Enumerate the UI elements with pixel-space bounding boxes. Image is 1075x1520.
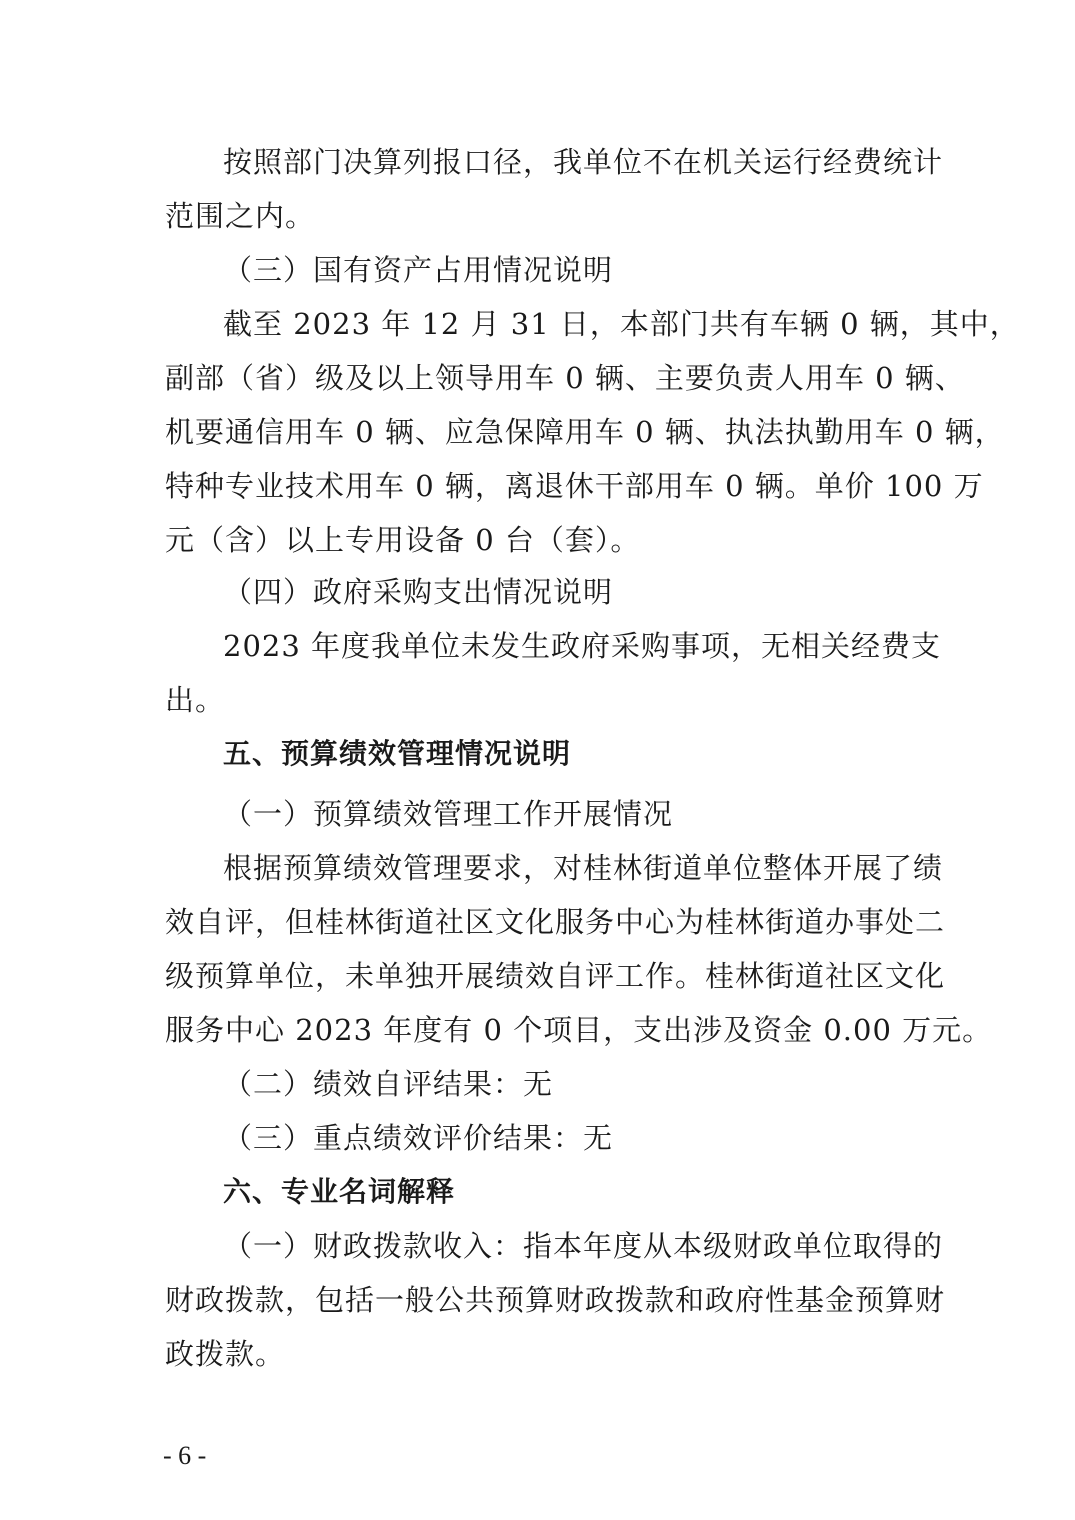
body-text-line: 效自评，但桂林街道社区文化服务中心为桂林街道办事处二 — [165, 905, 946, 939]
body-text-line: 根据预算绩效管理要求，对桂林街道单位整体开展了绩 — [223, 851, 944, 885]
section-heading: 五、预算绩效管理情况说明 — [223, 737, 572, 770]
body-text-line: 机要通信用车 0 辆、应急保障用车 0 辆、执法执勤用车 0 辆， — [165, 415, 1005, 449]
body-text-line: 政拨款。 — [165, 1337, 286, 1371]
subsection-heading: （二）绩效自评结果：无 — [223, 1067, 554, 1101]
body-text-line: 截至 2023 年 12 月 31 日，本部门共有车辆 0 辆，其中， — [223, 307, 1020, 341]
body-text-line: （一）财政拨款收入：指本年度从本级财政单位取得的 — [223, 1229, 944, 1263]
body-text-line: 元（含）以上专用设备 0 台（套）。 — [165, 523, 641, 557]
body-text-line: 财政拨款，包括一般公共预算财政拨款和政府性基金预算财 — [165, 1283, 946, 1317]
body-text-line: 2023 年度我单位未发生政府采购事项，无相关经费支 — [223, 629, 942, 663]
body-text-line: 范围之内。 — [165, 199, 316, 233]
subsection-heading: （一）预算绩效管理工作开展情况 — [223, 797, 674, 831]
subsection-heading: （三）重点绩效评价结果：无 — [223, 1121, 614, 1155]
page-number: - 6 - — [163, 1441, 207, 1470]
subsection-heading: （四）政府采购支出情况说明 — [223, 575, 614, 609]
body-text-line: 级预算单位，未单独开展绩效自评工作。桂林街道社区文化 — [165, 959, 946, 993]
section-heading: 六、专业名词解释 — [223, 1175, 456, 1208]
subsection-heading: （三）国有资产占用情况说明 — [223, 253, 614, 287]
body-text-line: 服务中心 2023 年度有 0 个项目，支出涉及资金 0.00 万元。 — [165, 1013, 993, 1047]
body-text-line: 副部（省）级及以上领导用车 0 辆、主要负责人用车 0 辆、 — [165, 361, 965, 395]
body-text-line: 出。 — [165, 683, 226, 717]
body-text-line: 按照部门决算列报口径，我单位不在机关运行经费统计 — [223, 145, 944, 179]
body-text-line: 特种专业技术用车 0 辆，离退休干部用车 0 辆。单价 100 万 — [165, 469, 984, 503]
